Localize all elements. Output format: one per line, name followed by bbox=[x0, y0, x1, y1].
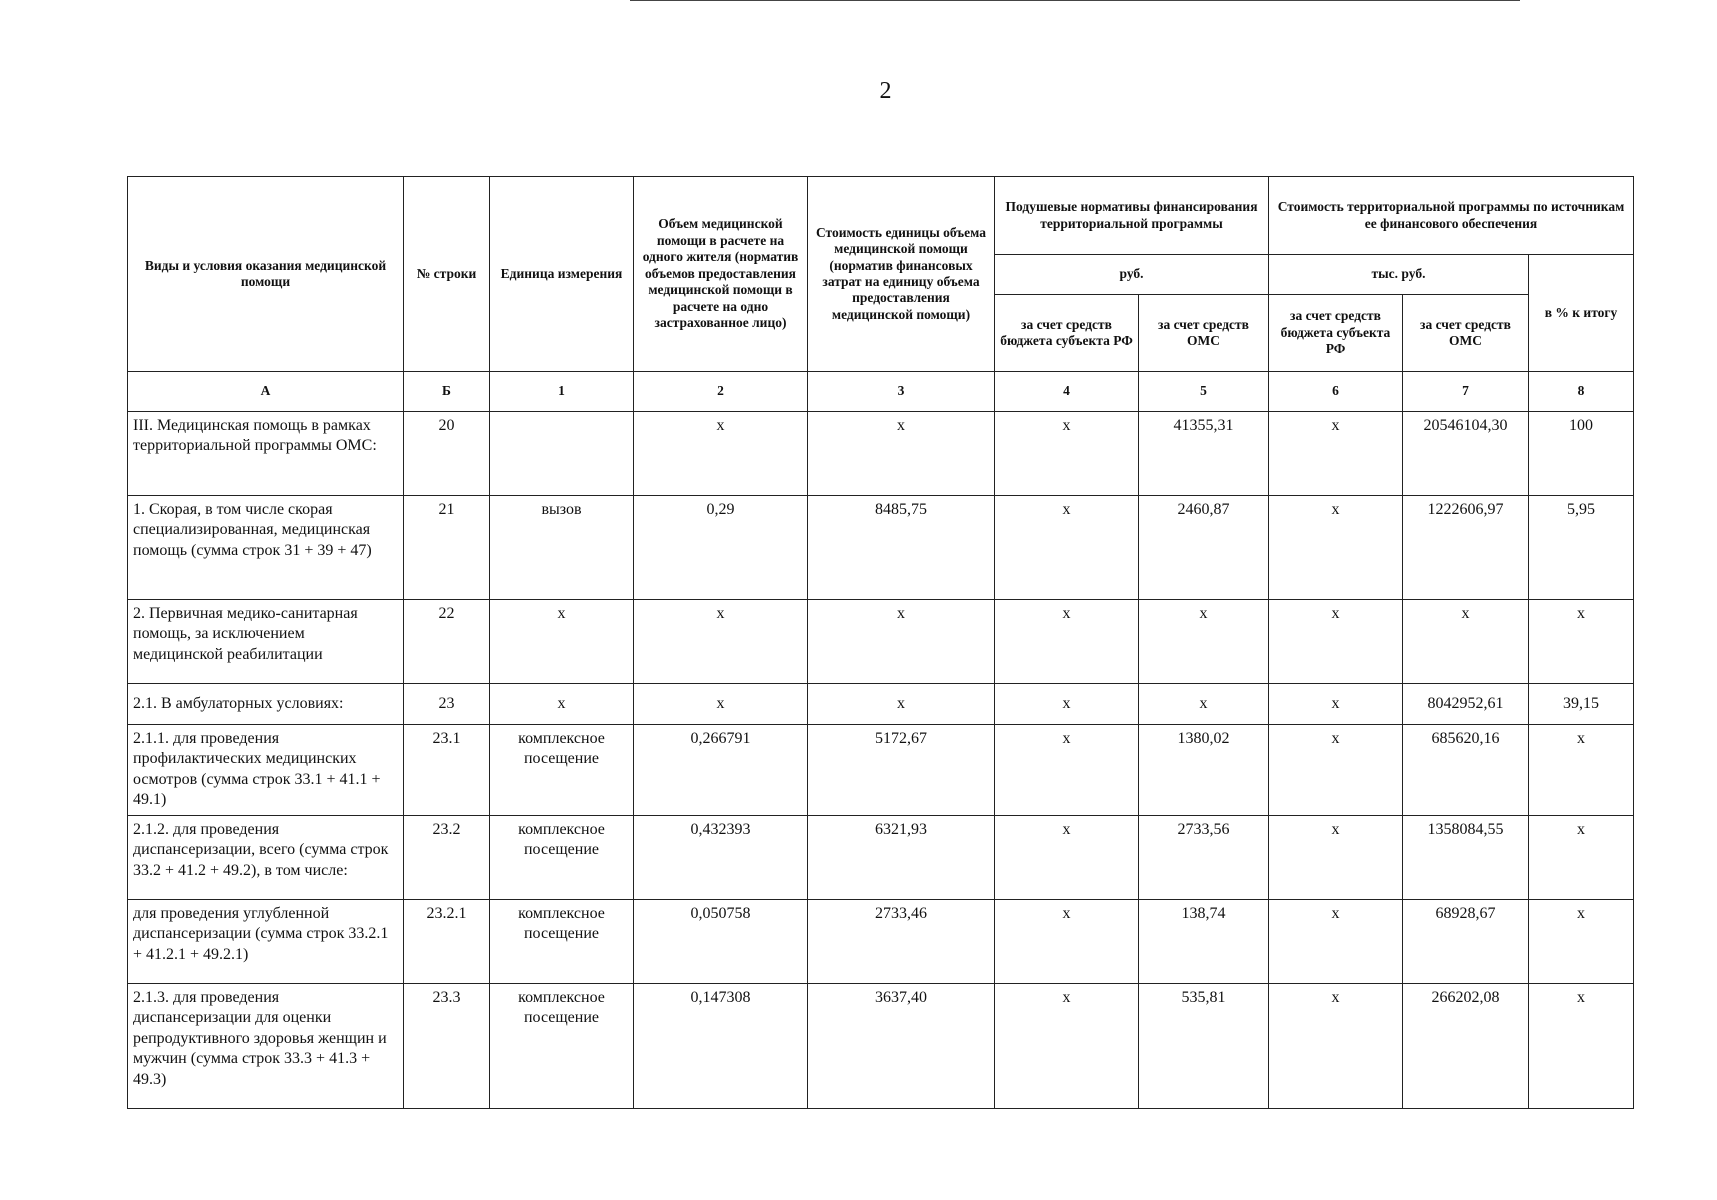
row-percent: 39,15 bbox=[1529, 684, 1634, 725]
header-unit-thousand-rub: тыс. руб. bbox=[1269, 255, 1529, 295]
row-name: для проведения углубленной диспансеризации (сумма строк 33.2.1 + 41.2.1 + 49.2.1) bbox=[128, 899, 404, 983]
row-name: 2.1.1. для проведения профилактических медицинских осмотров (сумма строк 33.1 + 41.1 + 49.1) bbox=[128, 725, 404, 816]
row-name: 2.1.2. для проведения диспансеризации, всего (сумма строк 33.2 + 41.2 + 49.2), в том числе: bbox=[128, 815, 404, 899]
row-percent: х bbox=[1529, 815, 1634, 899]
row-oms-thousand: 20546104,30 bbox=[1403, 412, 1529, 496]
row-unit: вызов bbox=[490, 496, 634, 600]
row-oms-rub: 2733,56 bbox=[1139, 815, 1269, 899]
row-line-number: 20 bbox=[404, 412, 490, 496]
table-row bbox=[128, 600, 1634, 684]
row-percent: х bbox=[1529, 725, 1634, 816]
program-cost-table bbox=[127, 176, 1634, 1109]
row-unit bbox=[490, 412, 634, 496]
header-unit-cost: Стоимость единицы объема медицинской помощи (норматив финансовых затрат на единицу объема предоставления медицинской помощи) bbox=[808, 177, 995, 372]
row-budget-thousand: х bbox=[1269, 412, 1403, 496]
row-oms-thousand: 1358084,55 bbox=[1403, 815, 1529, 899]
row-budget-rub: х bbox=[995, 496, 1139, 600]
row-oms-thousand: 8042952,61 bbox=[1403, 684, 1529, 725]
row-budget-thousand: х bbox=[1269, 684, 1403, 725]
row-name: III. Медицинская помощь в рамках территориальной программы ОМС: bbox=[128, 412, 404, 496]
row-budget-rub: х bbox=[995, 899, 1139, 983]
row-oms-thousand: 1222606,97 bbox=[1403, 496, 1529, 600]
row-line-number: 23 bbox=[404, 684, 490, 725]
row-volume: 0,432393 bbox=[634, 815, 808, 899]
row-unit: комплексное посещение bbox=[490, 815, 634, 899]
table-row bbox=[128, 496, 1634, 600]
header-types-of-care: Виды и условия оказания медицинской помощи bbox=[128, 177, 404, 372]
header-regional-budget-rub: за счет средств бюджета субъекта РФ bbox=[995, 295, 1139, 372]
row-percent: х bbox=[1529, 600, 1634, 684]
row-unit-cost: 8485,75 bbox=[808, 496, 995, 600]
row-budget-rub: х bbox=[995, 684, 1139, 725]
row-oms-rub: 2460,87 bbox=[1139, 496, 1269, 600]
table-row bbox=[128, 983, 1634, 1108]
row-unit: х bbox=[490, 600, 634, 684]
row-volume: 0,050758 bbox=[634, 899, 808, 983]
row-line-number: 21 bbox=[404, 496, 490, 600]
row-budget-thousand: х bbox=[1269, 600, 1403, 684]
row-unit: комплексное посещение bbox=[490, 899, 634, 983]
header-regional-budget-thousand: за счет средств бюджета субъекта РФ bbox=[1269, 295, 1403, 372]
row-volume: 0,147308 bbox=[634, 983, 808, 1108]
row-line-number: 22 bbox=[404, 600, 490, 684]
table-row bbox=[128, 412, 1634, 496]
row-oms-rub: 535,81 bbox=[1139, 983, 1269, 1108]
row-volume: 0,29 bbox=[634, 496, 808, 600]
column-index: А bbox=[128, 372, 404, 412]
row-unit-cost: х bbox=[808, 412, 995, 496]
row-name: 1. Скорая, в том числе скорая специализированная, медицинская помощь (сумма строк 31 + 39 + 47) bbox=[128, 496, 404, 600]
row-line-number: 23.2.1 bbox=[404, 899, 490, 983]
row-oms-thousand: 266202,08 bbox=[1403, 983, 1529, 1108]
row-volume: х bbox=[634, 600, 808, 684]
header-oms-rub: за счет средств ОМС bbox=[1139, 295, 1269, 372]
row-oms-thousand: 68928,67 bbox=[1403, 899, 1529, 983]
row-oms-rub: 1380,02 bbox=[1139, 725, 1269, 816]
header-volume-per-resident: Объем медицинской помощи в расчете на одного жителя (норматив объемов предоставления медицинской помощи в расчете на одно застрахованное лицо) bbox=[634, 177, 808, 372]
column-index: 5 bbox=[1139, 372, 1269, 412]
column-index: Б bbox=[404, 372, 490, 412]
table-row bbox=[128, 815, 1634, 899]
row-percent: 100 bbox=[1529, 412, 1634, 496]
header-line-number: № строки bbox=[404, 177, 490, 372]
table-row bbox=[128, 899, 1634, 983]
row-budget-thousand: х bbox=[1269, 983, 1403, 1108]
table-row bbox=[128, 684, 1634, 725]
table-row bbox=[128, 725, 1634, 816]
row-unit: х bbox=[490, 684, 634, 725]
header-percent-of-total: в % к итогу bbox=[1529, 255, 1634, 372]
header-unit-rub: руб. bbox=[995, 255, 1269, 295]
row-volume: х bbox=[634, 412, 808, 496]
row-unit-cost: 3637,40 bbox=[808, 983, 995, 1108]
row-budget-rub: х bbox=[995, 725, 1139, 816]
header-oms-thousand: за счет средств ОМС bbox=[1403, 295, 1529, 372]
row-oms-rub: 41355,31 bbox=[1139, 412, 1269, 496]
row-percent: х bbox=[1529, 983, 1634, 1108]
row-line-number: 23.3 bbox=[404, 983, 490, 1108]
row-oms-rub: 138,74 bbox=[1139, 899, 1269, 983]
row-name: 2.1. В амбулаторных условиях: bbox=[128, 684, 404, 725]
row-unit-cost: х bbox=[808, 684, 995, 725]
column-index: 2 bbox=[634, 372, 808, 412]
row-unit-cost: 5172,67 bbox=[808, 725, 995, 816]
header-per-capita-group: Подушевые нормативы финансирования территориальной программы bbox=[995, 177, 1269, 255]
row-volume: 0,266791 bbox=[634, 725, 808, 816]
header-unit: Единица измерения bbox=[490, 177, 634, 372]
row-unit: комплексное посещение bbox=[490, 983, 634, 1108]
row-name: 2. Первичная медико-санитарная помощь, за исключением медицинской реабилитации bbox=[128, 600, 404, 684]
row-name: 2.1.3. для проведения диспансеризации для оценки репродуктивного здоровья женщин и мужчин (сумма строк 33.3 + 41.3 + 49.3) bbox=[128, 983, 404, 1108]
row-oms-rub: х bbox=[1139, 684, 1269, 725]
header-program-cost-group: Стоимость территориальной программы по источникам ее финансового обеспечения bbox=[1269, 177, 1634, 255]
row-budget-rub: х bbox=[995, 983, 1139, 1108]
row-budget-rub: х bbox=[995, 600, 1139, 684]
row-budget-rub: х bbox=[995, 412, 1139, 496]
top-rule bbox=[630, 0, 1520, 1]
column-index: 1 bbox=[490, 372, 634, 412]
row-unit-cost: х bbox=[808, 600, 995, 684]
row-budget-thousand: х bbox=[1269, 815, 1403, 899]
row-oms-rub: х bbox=[1139, 600, 1269, 684]
row-budget-rub: х bbox=[995, 815, 1139, 899]
page-number: 2 bbox=[879, 78, 892, 104]
row-volume: х bbox=[634, 684, 808, 725]
row-budget-thousand: х bbox=[1269, 725, 1403, 816]
row-oms-thousand: 685620,16 bbox=[1403, 725, 1529, 816]
column-index: 7 bbox=[1403, 372, 1529, 412]
row-percent: 5,95 bbox=[1529, 496, 1634, 600]
column-index: 4 bbox=[995, 372, 1139, 412]
row-percent: х bbox=[1529, 899, 1634, 983]
row-budget-thousand: х bbox=[1269, 496, 1403, 600]
row-unit: комплексное посещение bbox=[490, 725, 634, 816]
row-line-number: 23.1 bbox=[404, 725, 490, 816]
row-unit-cost: 6321,93 bbox=[808, 815, 995, 899]
column-index: 8 bbox=[1529, 372, 1634, 412]
column-index-row bbox=[128, 372, 1634, 412]
row-line-number: 23.2 bbox=[404, 815, 490, 899]
row-budget-thousand: х bbox=[1269, 899, 1403, 983]
column-index: 6 bbox=[1269, 372, 1403, 412]
row-oms-thousand: х bbox=[1403, 600, 1529, 684]
column-index: 3 bbox=[808, 372, 995, 412]
row-unit-cost: 2733,46 bbox=[808, 899, 995, 983]
